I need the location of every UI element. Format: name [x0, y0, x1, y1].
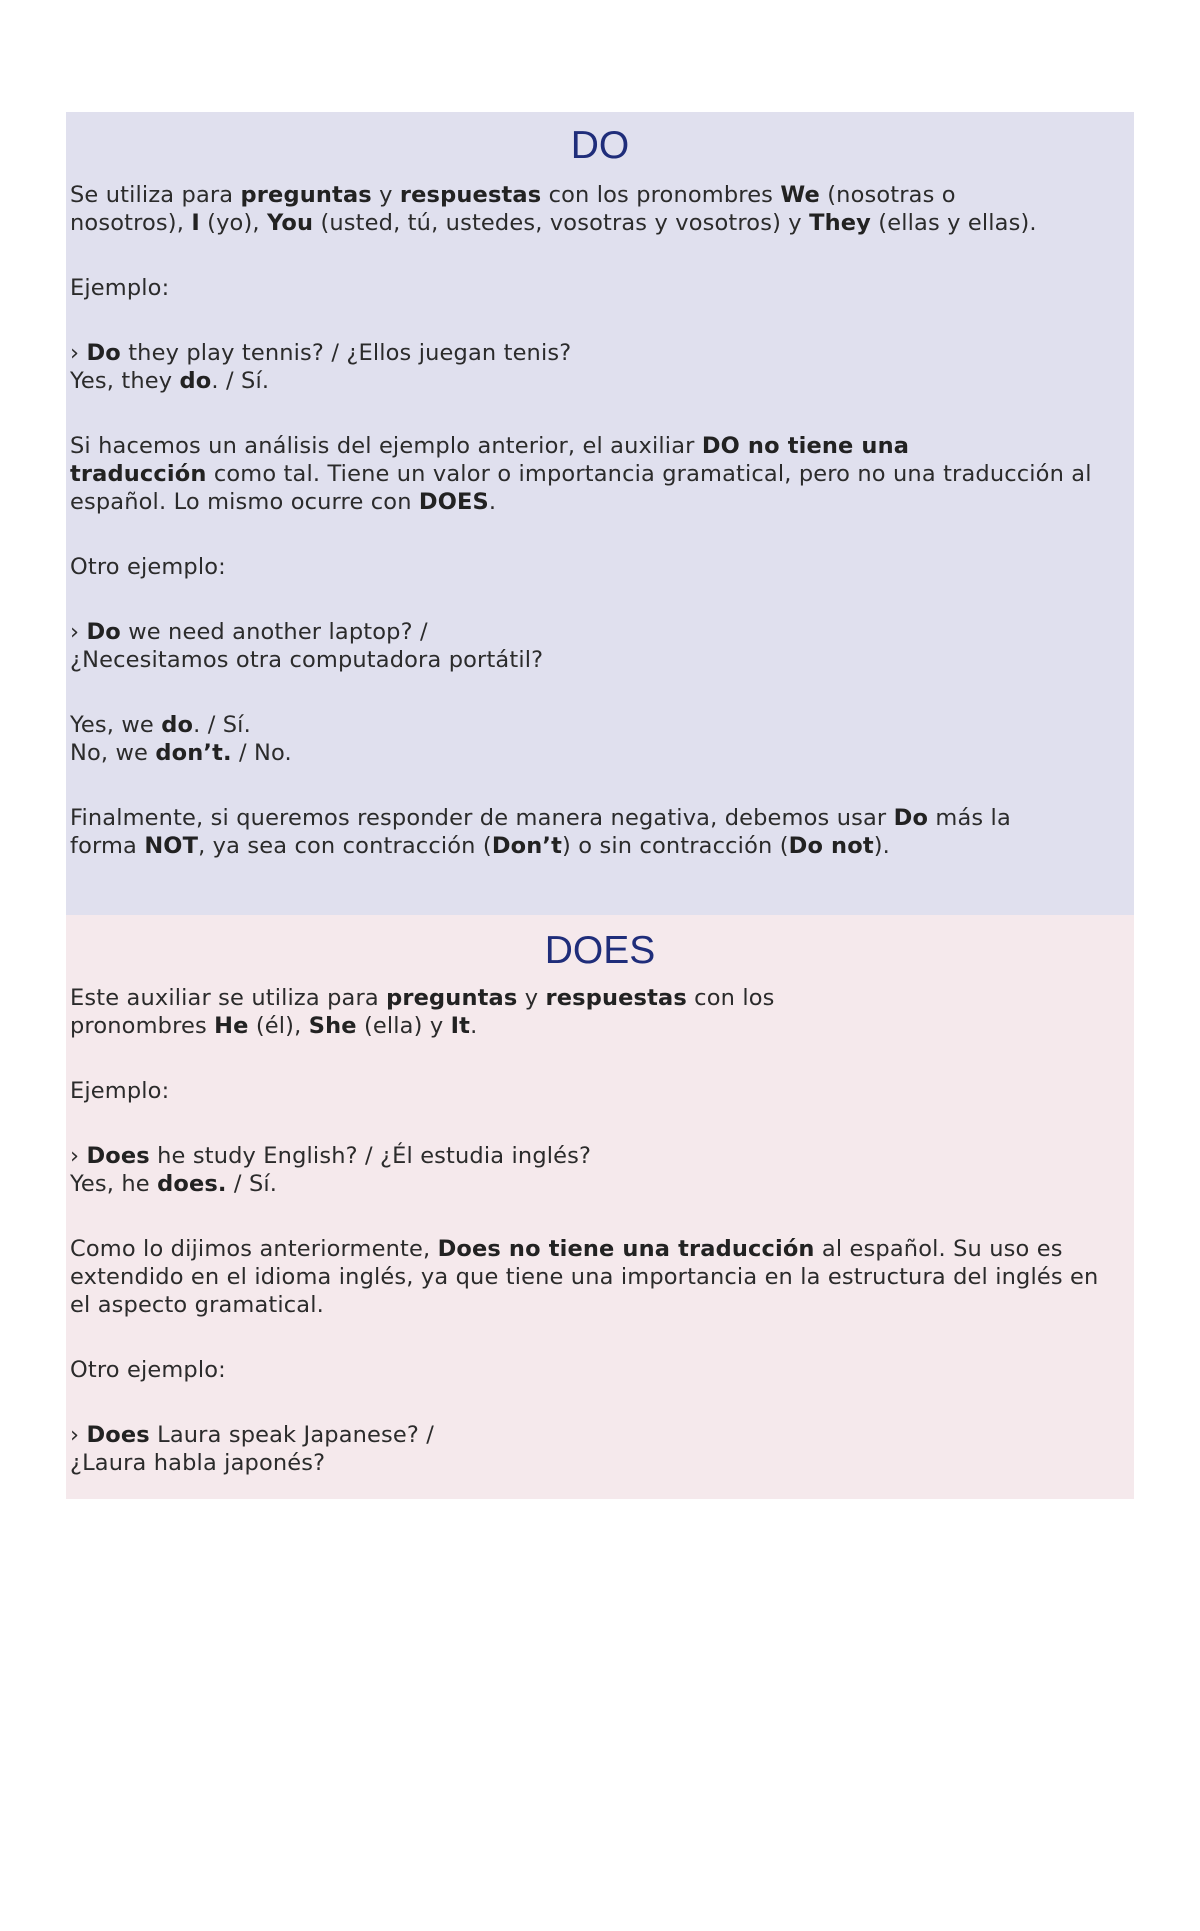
do-answers: Yes, we do. / Sí. No, we don’t. / No.	[70, 712, 292, 766]
do-other-example: › Do we need another laptop? / ¿Necesitamos otra computadora portátil?	[70, 619, 544, 673]
do-heading: DO	[570, 124, 630, 167]
does-usage-paragraph: Este auxiliar se utiliza para preguntas y respuestas con los pronombres He (él), She (ella) y It.	[70, 985, 775, 1039]
does-heading: DOES	[544, 929, 656, 972]
do-usage-paragraph: Se utiliza para preguntas y respuestas con los pronombres We (nosotras o nosotros), I (yo), You (usted, tú, ustedes, vosotras y vosotros) y They (ellas y ellas).	[70, 182, 1037, 236]
does-note-paragraph: Como lo dijimos anteriormente, Does no tiene una traducción al español. Su uso es extendido en el idioma inglés, ya que tiene una importancia en la estructura del inglés en el aspecto gramatical.	[70, 1236, 1099, 1318]
do-other-example-label: Otro ejemplo:	[70, 554, 226, 580]
do-example-label: Ejemplo:	[70, 275, 170, 301]
do-analysis-paragraph: Si hacemos un análisis del ejemplo anterior, el auxiliar DO no tiene una traducción como tal. Tiene un valor o importancia gramatical, pero no una traducción al español. Lo mismo ocurre con DOES.	[70, 433, 1092, 515]
does-example-label: Ejemplo:	[70, 1078, 170, 1104]
do-section	[66, 112, 1134, 915]
do-example: › Do they play tennis? / ¿Ellos juegan tenis? Yes, they do. / Sí.	[70, 340, 572, 394]
does-other-example-label: Otro ejemplo:	[70, 1357, 226, 1383]
does-example: › Does he study English? / ¿Él estudia inglés? Yes, he does. / Sí.	[70, 1143, 592, 1197]
does-section	[66, 915, 1134, 1499]
do-negative-paragraph: Finalmente, si queremos responder de manera negativa, debemos usar Do más la forma NOT, ya sea con contracción (Don’t) o sin contracción (Do not).	[70, 805, 1011, 859]
does-other-example: › Does Laura speak Japanese? / ¿Laura habla japonés?	[70, 1422, 435, 1476]
